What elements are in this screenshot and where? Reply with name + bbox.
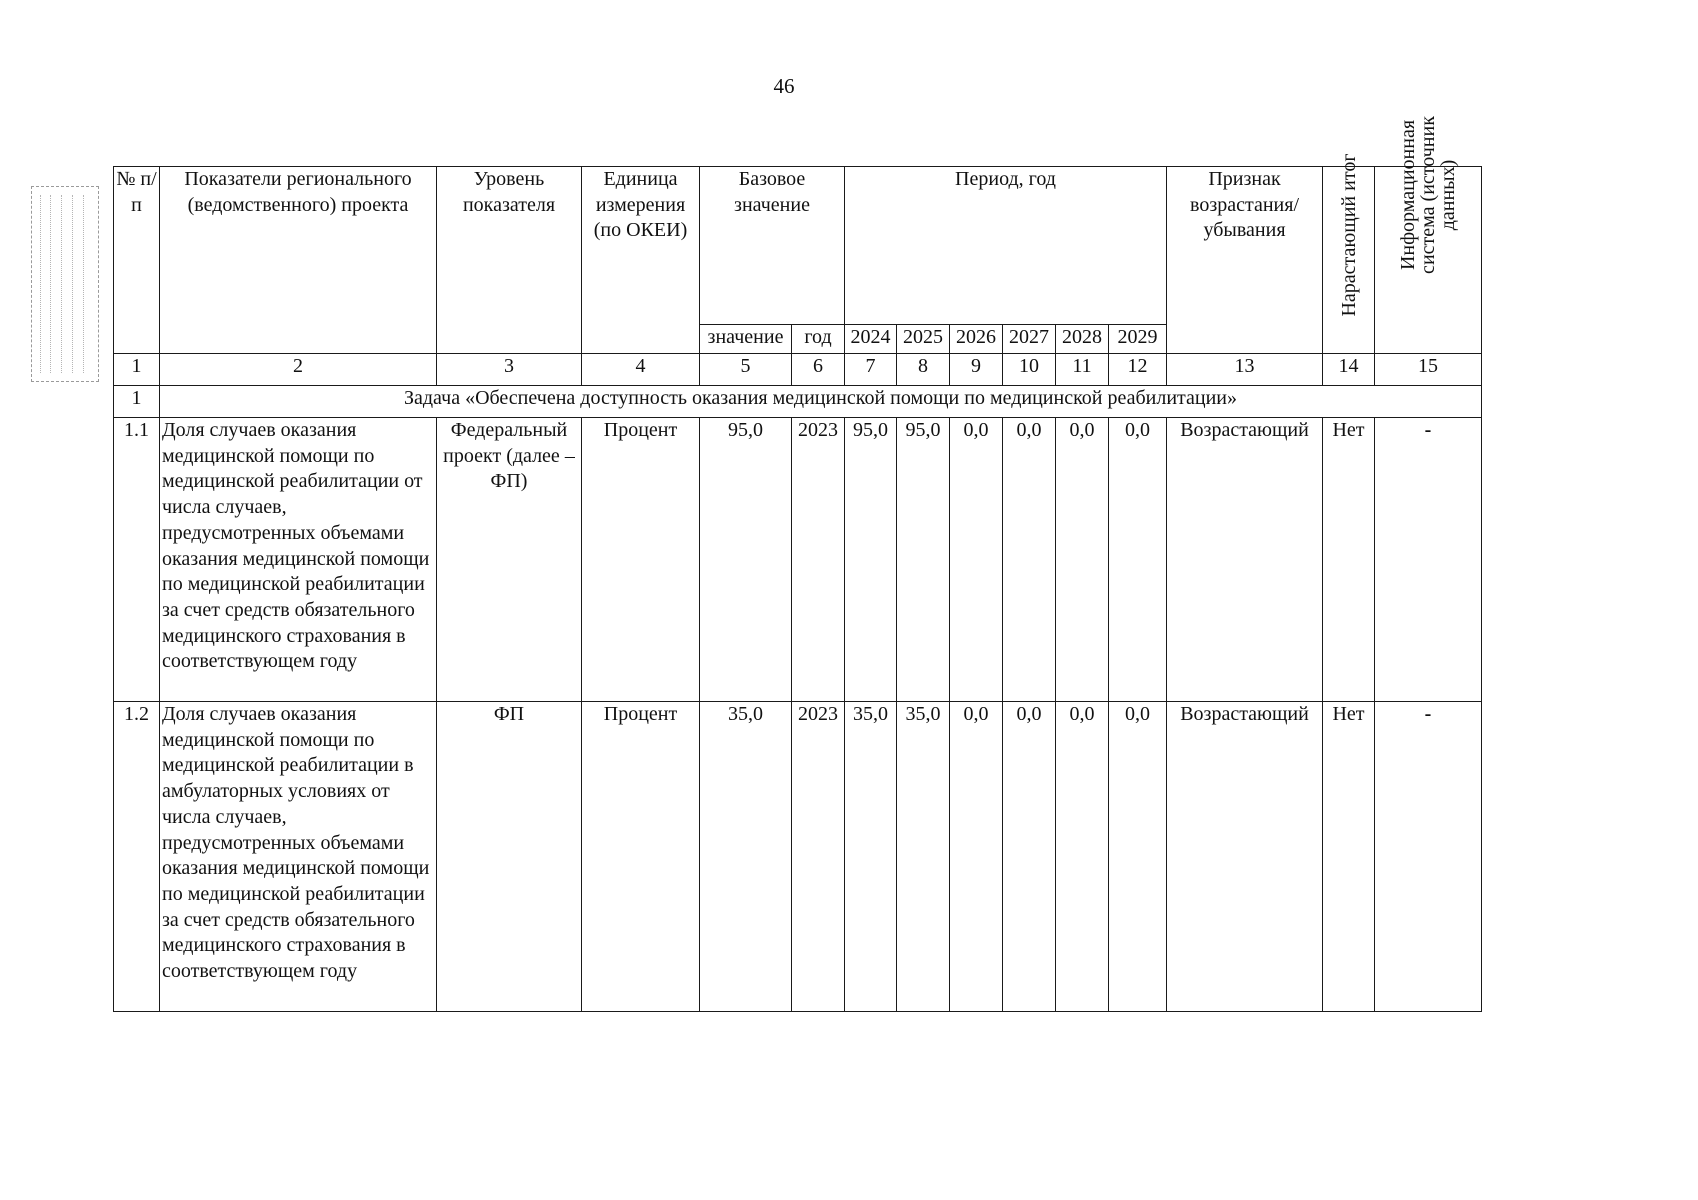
header-base: Базовое значение <box>700 167 845 325</box>
header-row <box>114 167 1482 325</box>
row-num: 1.1 <box>114 418 160 702</box>
header-trend: Признак возрастания/ убывания <box>1167 167 1323 354</box>
table-row <box>114 418 1482 702</box>
row-value-2026: 0,0 <box>950 418 1003 702</box>
approval-stamp <box>31 186 99 382</box>
row-value-2025: 95,0 <box>897 418 950 702</box>
header-year: 2026 <box>950 325 1003 354</box>
row-base-year: 2023 <box>792 702 845 1012</box>
header-period: Период, год <box>845 167 1167 325</box>
row-value-2025: 35,0 <box>897 702 950 1012</box>
header-year: 2028 <box>1056 325 1109 354</box>
header-cumulative-cell <box>1323 153 1375 354</box>
column-number: 12 <box>1109 354 1167 386</box>
row-num: 1.2 <box>114 702 160 1012</box>
row-value-2024: 35,0 <box>845 702 897 1012</box>
row-value-2028: 0,0 <box>1056 418 1109 702</box>
column-number: 14 <box>1323 354 1375 386</box>
header-indicator: Показатели регионального (ведомственного) проекта <box>160 167 437 354</box>
row-value-2029: 0,0 <box>1109 702 1167 1012</box>
column-number: 5 <box>700 354 792 386</box>
header-year: 2029 <box>1109 325 1167 354</box>
row-indicator-name: Доля случаев оказания медицинской помощи по медицинской реабилитации от числа случаев, предусмотренных объемами оказания медицинской помощи по медицинской реабилитации за счет средств обязательного медицинского страхования в соответствующем году <box>160 418 437 702</box>
row-value-2028: 0,0 <box>1056 702 1109 1012</box>
page-number: 46 <box>773 74 795 98</box>
row-trend: Возрастающий <box>1167 418 1323 702</box>
header-year: 2027 <box>1003 325 1056 354</box>
row-level: ФП <box>437 702 582 1012</box>
column-numbers-row <box>114 354 1482 386</box>
column-number: 4 <box>582 354 700 386</box>
header-level: Уровень показателя <box>437 167 582 354</box>
header-year: 2025 <box>897 325 950 354</box>
header-num: № п/п <box>114 167 160 354</box>
column-number: 6 <box>792 354 845 386</box>
header-base-value: значение <box>700 325 792 354</box>
task-num: 1 <box>114 386 160 418</box>
row-value-2026: 0,0 <box>950 702 1003 1012</box>
column-number: 15 <box>1375 354 1482 386</box>
column-number: 2 <box>160 354 437 386</box>
row-base-value: 35,0 <box>700 702 792 1012</box>
header-source-cell <box>1375 116 1482 354</box>
column-number: 10 <box>1003 354 1056 386</box>
row-value-2029: 0,0 <box>1109 418 1167 702</box>
row-base-value: 95,0 <box>700 418 792 702</box>
row-indicator-name: Доля случаев оказания медицинской помощи по медицинской реабилитации в амбулаторных условиях от числа случаев, предусмотренных объемами оказания медицинской помощи по медицинской реабилитации за счет средств обязательного медицинского страхования в соответствующем году <box>160 702 437 1012</box>
row-source: - <box>1375 702 1482 1012</box>
row-value-2027: 0,0 <box>1003 702 1056 1012</box>
row-value-2024: 95,0 <box>845 418 897 702</box>
header-year: 2024 <box>845 325 897 354</box>
task-title: Задача «Обеспечена доступность оказания медицинской помощи по медицинской реабилитации» <box>160 386 1482 418</box>
row-unit: Процент <box>582 702 700 1012</box>
row-source: - <box>1375 418 1482 702</box>
column-number: 8 <box>897 354 950 386</box>
row-base-year: 2023 <box>792 418 845 702</box>
header-base-year: год <box>792 325 845 354</box>
row-cumulative: Нет <box>1323 702 1375 1012</box>
row-level: Федеральный проект (далее – ФП) <box>437 418 582 702</box>
column-number: 13 <box>1167 354 1323 386</box>
column-number: 9 <box>950 354 1003 386</box>
header-source: Информационная система (источник данных) <box>1397 116 1460 274</box>
row-value-2027: 0,0 <box>1003 418 1056 702</box>
task-row <box>114 386 1482 418</box>
header-cumulative: Нарастающий итог <box>1337 153 1360 317</box>
column-number: 3 <box>437 354 582 386</box>
column-number: 11 <box>1056 354 1109 386</box>
row-cumulative: Нет <box>1323 418 1375 702</box>
column-number: 7 <box>845 354 897 386</box>
indicators-table <box>113 116 1482 1012</box>
column-number: 1 <box>114 354 160 386</box>
table-row <box>114 702 1482 1012</box>
row-unit: Процент <box>582 418 700 702</box>
header-unit: Единица измерения (по ОКЕИ) <box>582 167 700 354</box>
row-trend: Возрастающий <box>1167 702 1323 1012</box>
